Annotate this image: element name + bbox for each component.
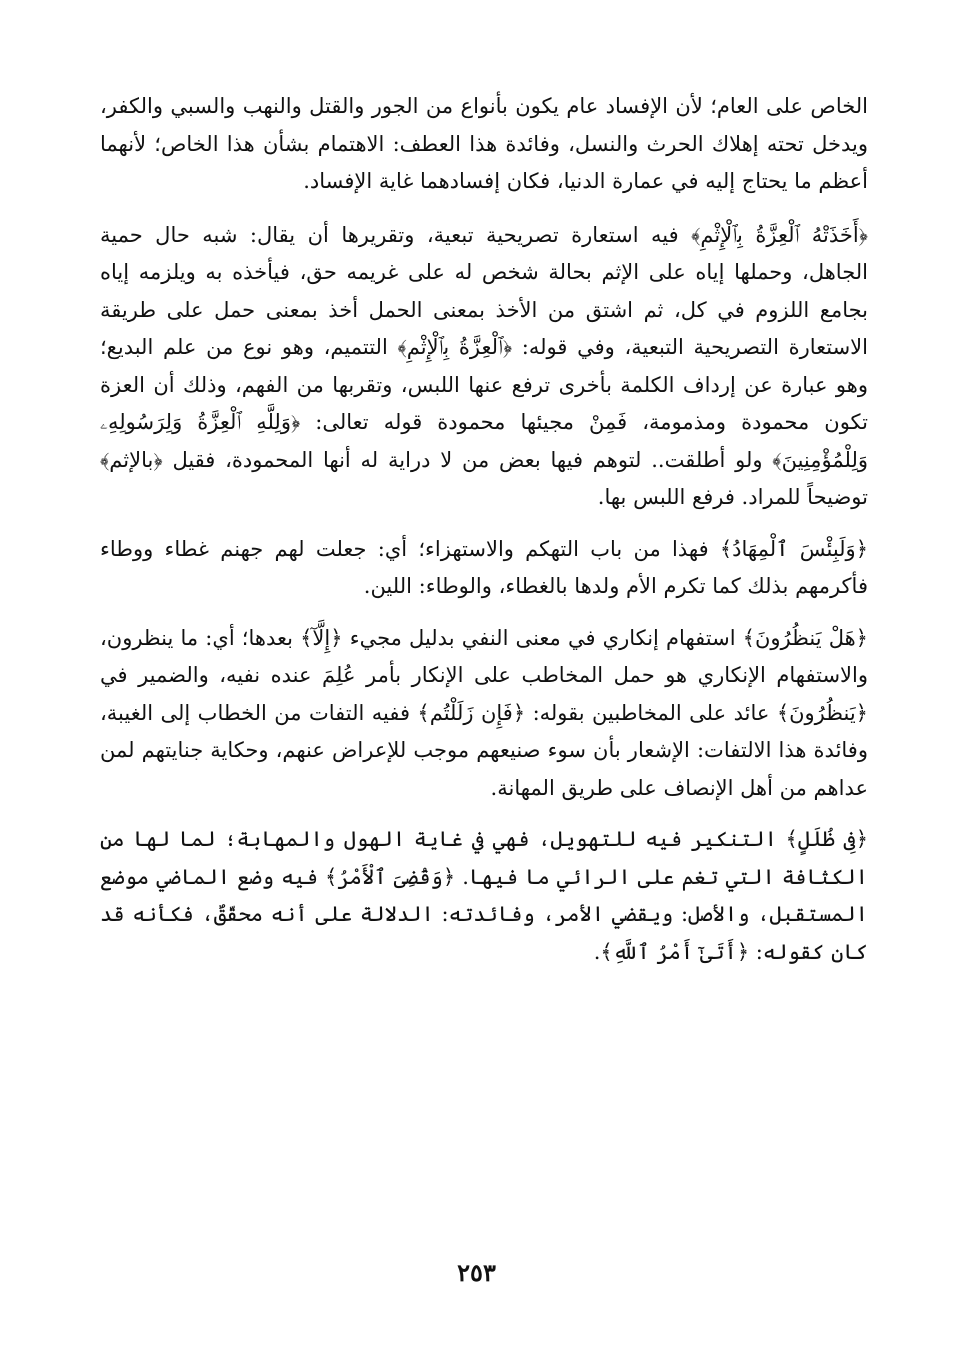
paragraph-3: ﴿وَلَبِئْسَ ٱلْمِهَادُ﴾ فهذا من باب التهكم والاستهزاء؛ أي: جعلت لهم جهنم غطاء ووطاء فأكرمهم بذلك كما تكرم الأم ولدها بالغطاء، والوطاء: اللين. <box>100 536 868 598</box>
paragraph-1: الخاص على العام؛ لأن الإفساد عام يكون بأنواع من الجور والقتل والنهب والسبي والكفر، ويدخل تحته إهلاك الحرث والنسل، وفائدة هذا العطف: الاهتمام بشأن هذا الخاص؛ لأنهما أعظم ما يحتاج إليه في عمارة الدنيا، فكان إفسادهما غاية الإفساد. <box>100 94 868 193</box>
page-number: ٢٥٣ <box>457 1258 496 1287</box>
body-text <box>100 88 868 985</box>
paragraph-4: ﴿هَلْ يَنظُرُونَ﴾ استفهام إنكاري في معنى النفي بدليل مجيء ﴿إِلَّآ﴾ بعدها؛ أي: ما ينظرون، والاستفهام الإنكاري هو حمل المخاطب على الإنكار بأمر عُلِمَ عنده نفيه، والضمير في ﴿يَنظُرُونَ﴾ عائد على المخاطبين بقوله: ﴿فَإِن زَلَلْتُم﴾ ففيه التفات من الخطاب إلى الغيبة، وفائدة هذا الالتفات: الإشعار بأن سوء صنيعهم موجب للإعراض عنهم، وحكاية جنايتهم لمن عداهم من أهل الإنصاف على طريق المهانة. <box>100 625 868 800</box>
paragraph-5: ﴿فِى ظُلَلٍ﴾ التنكير فيه للتهويل، فهي في غاية الهول والمهابة؛ لما لها من الكثافة التي تغم على الرائي ما فيها. ﴿وَقُضِىَ ٱلْأَمْرُ﴾ فيه وضع الماضي موضع المستقبل، والأصل: ويقضي الأمر، وفائدته: الدلالة على أنه محقّقٌ، فكأنه قد كان كقوله: ﴿أَتَىٰٓ أَمْرُ ٱللَّهِ﴾. <box>100 827 868 964</box>
paragraph-2: ﴿أَخَذَتْهُ ٱلْعِزَّةُ بِٱلْإِثْمِ﴾ فيه استعارة تصريحية تبعية، وتقريرها أن يقال: شبه حال حمية الجاهل، وحملها إياه على الإثم بحالة شخص له على غريمه حق، فيأخذه به ويلزمه إياه بجامع اللزوم في كل، ثم اشتق من الأخذ بمعنى الحمل أخذ بمعنى حمل على طريقة الاستعارة التصريحية التبعية، وفي قوله: ﴿ٱلْعِزَّةُ بِٱلْإِثْمِ﴾ التتميم، وهو نوع من علم البديع؛ وهو عبارة عن إرداف الكلمة بأخرى ترفع عنها اللبس، وتقربها من الفهم، وذلك أن العزة تكون محمودة ومذمومة، فَمِنْ مجيئها محمودة قوله تعالى: ﴿وَلِلَّهِ ٱلْعِزَّةُ وَلِرَسُولِهِۦ وَلِلْمُؤْمِنِينَ﴾ ولو أطلقت.. لتوهم فيها بعض من لا دراية له أنها المحمودة، فقيل ﴿بالإثم﴾ توضيحاً للمراد. فرفع اللبس بها. <box>100 222 868 509</box>
